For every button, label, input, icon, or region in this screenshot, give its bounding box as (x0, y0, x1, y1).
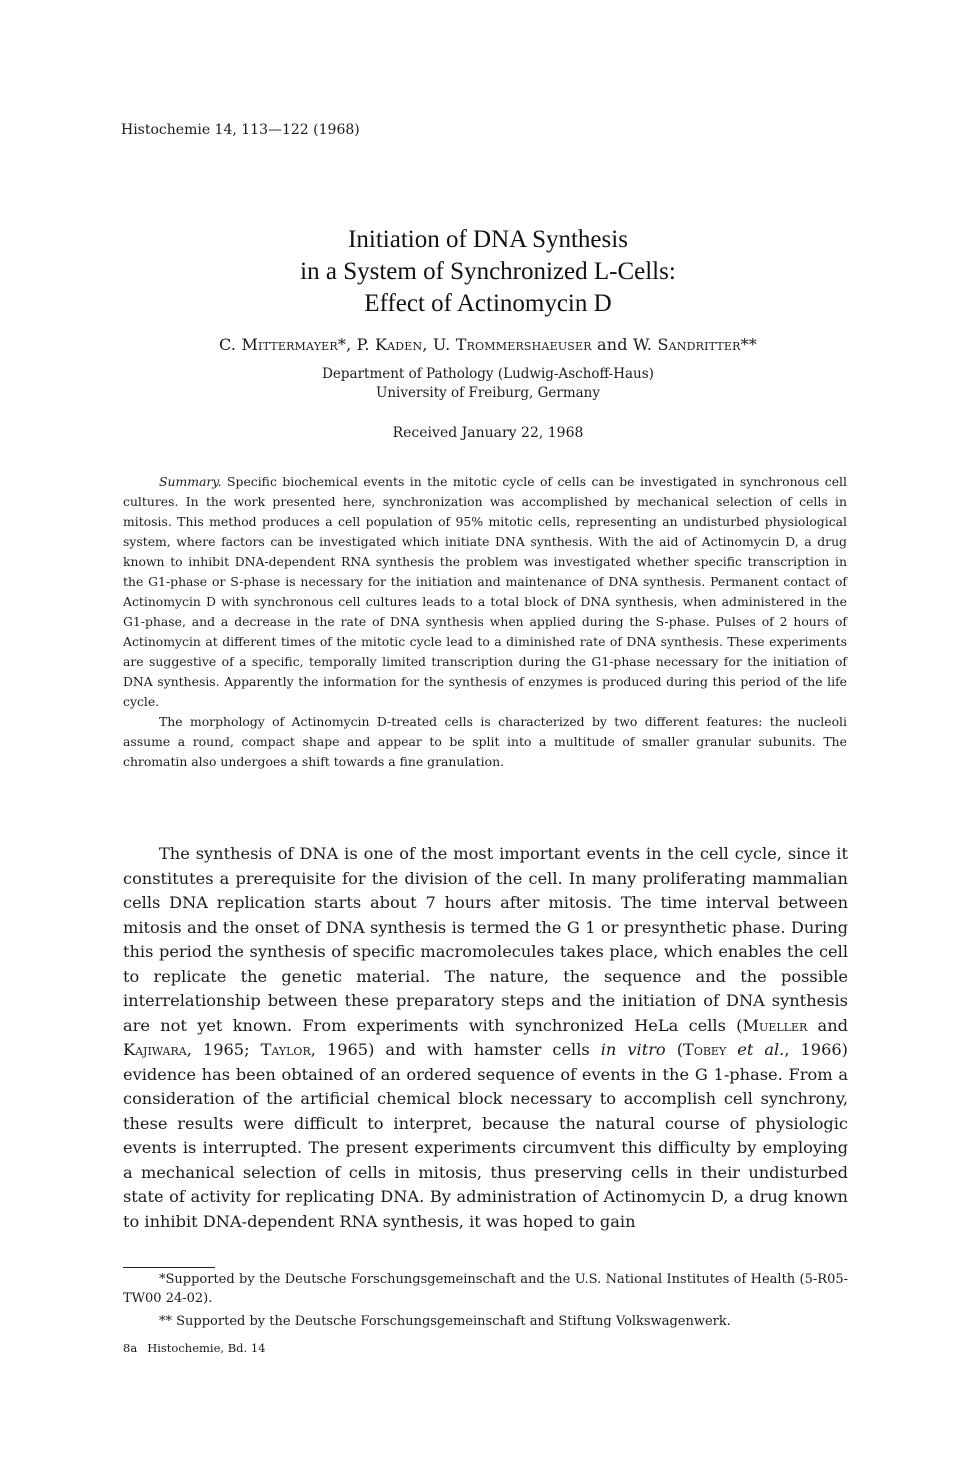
citation-author: Taylor (260, 1040, 311, 1059)
author-3-name: Trommershaeuser (455, 335, 592, 354)
title-line-2: in a System of Synchronized L-Cells: (300, 258, 676, 285)
footer-journal: Histochemie, Bd. 14 (147, 1341, 266, 1355)
citation-author: Kajiwara (123, 1040, 187, 1059)
author-1-mark: *, (337, 335, 357, 354)
author-4-mark: ** (740, 335, 758, 354)
author-4-initial: W. (633, 335, 658, 354)
affiliation-line-2: University of Freiburg, Germany (375, 385, 600, 401)
italic-term: et al. (737, 1040, 785, 1059)
body-text (123, 842, 848, 1234)
body-text-run: and (807, 1015, 848, 1035)
page-footer (123, 1341, 265, 1355)
author-and: and (591, 335, 634, 354)
footnote-divider (123, 1267, 215, 1268)
italic-term: in vitro (600, 1040, 666, 1059)
footnote-2: ** Supported by the Deutsche Forschungsgemeinschaft and Stiftung Volkswagenwerk. (159, 1314, 731, 1329)
signature-mark: 8a (123, 1341, 138, 1355)
author-1-initial: C. (218, 335, 242, 354)
author-list (0, 335, 976, 354)
journal-reference: Histochemie 14, 113—122 (1968) (121, 122, 360, 138)
body-text-run: ( (665, 1040, 684, 1059)
footnotes (123, 1270, 848, 1331)
summary-paragraph-2: The morphology of Actinomycin D-treated cells is characterized by two different features: the nucleoli assume a round, compact shape and appear to be split into a multitude of smaller granular subunits. The chromatin also undergoes a shift towards a fine granulation. (123, 714, 847, 769)
title-line-3: Effect of Actinomycin D (364, 290, 612, 317)
received-date: Received January 22, 1968 (392, 425, 584, 441)
author-1-name: Mittermayer (241, 335, 338, 354)
summary-section (123, 472, 847, 772)
author-2-name: Kaden (374, 335, 423, 354)
body-text-run (726, 1040, 737, 1059)
author-separator: , (422, 335, 433, 354)
citation-author: Mueller (742, 1015, 808, 1035)
summary-text: Specific biochemical events in the mitotic cycle of cells can be investigated in synchronous cell cultures. In the work presented here, synchronization was accomplished by mechanical selection of cells in mitosis. This method produces a cell population of 95% mitotic cells, representing an undisturbed physiological system, where factors can be investigated which initiate DNA synthesis. With the aid of Actinomycin D, a drug known to inhibit DNA-dependent RNA synthesis the problem was investigated whether specific transcription in the G1-phase or S-phase is necessary for the initiation and maintenance of DNA synthesis. Permanent contact of Actinomycin D with synchronous cell cultures leads to a total block of DNA synthesis, when administered in the G1-phase, and a decrease in the rate of DNA synthesis when applied during the S-phase. Pulses of 2 hours of Actinomycin at different times of the mitotic cycle lead to a diminished rate of DNA synthesis. These experiments are suggestive of a specific, temporally limited transcription during the G1-phase necessary for the initiation of DNA synthesis. Apparently the information for the synthesis of enzymes is produced during this period of the life cycle. (123, 474, 847, 709)
affiliation (0, 365, 976, 403)
body-text-run: The synthesis of DNA is one of the most important events in the cell cycle, since it constitutes a prerequisite for the division of the cell. In many proliferating mammalian cells DNA replication starts about 7 hours after mitosis. The time interval between mitosis and the onset of DNA synthesis is termed the G 1 or presynthetic phase. During this period the synthesis of specific macromolecules takes place, which enables the cell to replicate the genetic material. The nature, the sequence and the possible interrelationship between these preparatory steps and the initiation of DNA synthesis are not yet known. From experiments with synchronized HeLa cells ( (123, 844, 848, 1035)
summary-label: Summary. (159, 474, 222, 489)
summary-paragraph-1 (123, 472, 847, 712)
affiliation-line-1: Department of Pathology (Ludwig-Aschoff-Haus) (322, 366, 654, 382)
author-3-initial: U. (432, 335, 456, 354)
citation-author: Tobey (683, 1040, 727, 1059)
body-text-run: , 1965) and with hamster cells (310, 1040, 601, 1059)
title-line-1: Initiation of DNA Synthesis (348, 226, 628, 253)
body-paragraph (123, 842, 848, 1234)
footnote-1: *Supported by the Deutsche Forschungsgemeinschaft and the U.S. National Institutes of Health (5-R05-TW00 24-02). (123, 1272, 848, 1306)
author-2-initial: P. (356, 335, 375, 354)
body-text-run: , 1966) evidence has been obtained of an ordered sequence of events in the G 1-phase. From a consideration of the artificial chemical block necessary to accomplish cell synchrony, these results were difficult to interpret, because the natural course of physiologic events is interrupted. The present experiments circumvent this difficulty by employing a mechanical selection of cells in mitosis, thus preserving cells in their undisturbed state of activity for replicating DNA. By administration of Actinomycin D, a drug known to inhibit DNA-dependent RNA synthesis, it was hoped to gain (123, 1040, 848, 1231)
body-text-run: , 1965; (186, 1040, 261, 1059)
author-4-name: Sandritter (657, 335, 741, 354)
article-title (0, 224, 976, 320)
